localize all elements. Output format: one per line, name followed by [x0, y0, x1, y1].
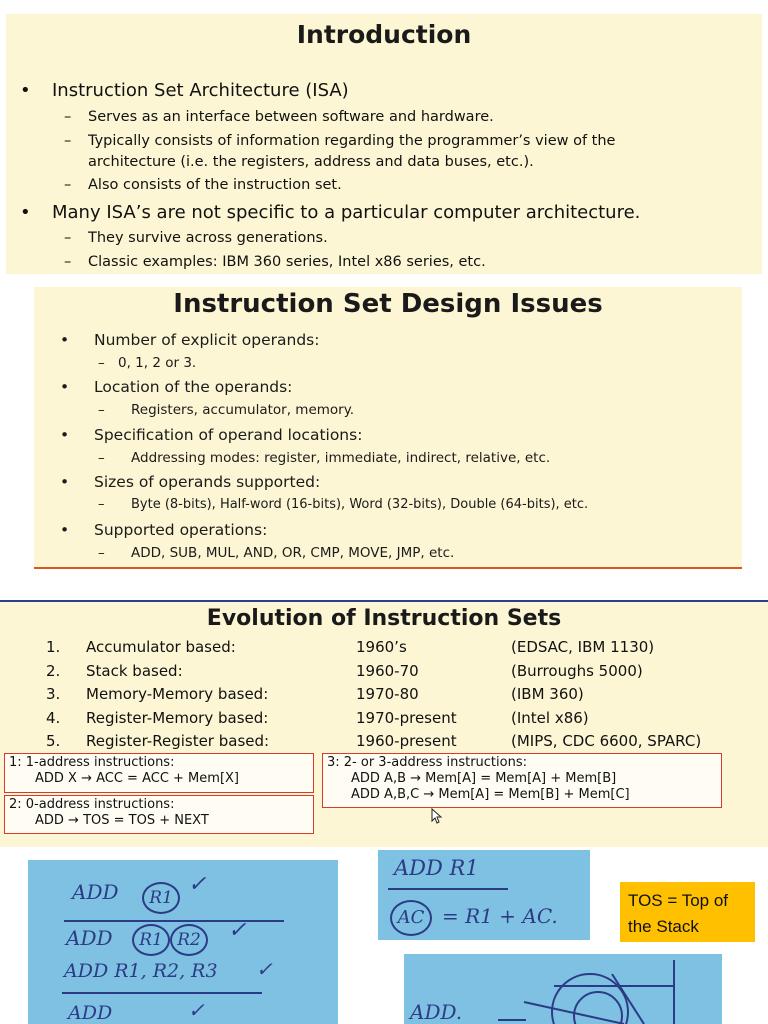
box-line: ADD A,B,C → Mem[A] = Mem[B] + Mem[C] [351, 787, 630, 802]
check-mark-icon: ✓ [228, 918, 247, 943]
sub-bullet-text: 0, 1, 2 or 3. [118, 355, 197, 371]
bullet-marker: • [60, 521, 70, 539]
bullet-marker: • [20, 80, 31, 101]
bullet-marker: • [60, 473, 70, 491]
box-line: ADD A,B → Mem[A] = Mem[A] + Mem[B] [351, 771, 617, 786]
row-example: (Intel x86) [511, 709, 589, 727]
handwritten-photo-middle-bottom [404, 954, 722, 1024]
slide-evolution [0, 600, 768, 847]
sub-bullet-text: Serves as an interface between software and hardware. [88, 109, 494, 125]
two-three-address-box [322, 753, 722, 808]
box-line: ADD X → ACC = ACC + Mem[X] [35, 771, 239, 786]
row-period: 1970-80 [356, 685, 419, 703]
handwritten-circled-text: R1 [142, 882, 180, 914]
box-title: 1: 1-address instructions: [9, 755, 175, 770]
slide-title: Instruction Set Design Issues [173, 289, 603, 319]
row-name: Memory-Memory based: [86, 685, 269, 703]
row-number: 4. [46, 709, 61, 727]
zero-address-box [4, 795, 314, 834]
handwritten-circled-text: R1 [132, 924, 170, 956]
box-line: ADD → TOS = TOS + NEXT [35, 813, 209, 828]
underline [62, 992, 262, 994]
row-name: Accumulator based: [86, 638, 236, 656]
handwritten-text: ADD. [410, 1000, 463, 1024]
row-number: 3. [46, 685, 61, 703]
handwritten-text: ADD [72, 880, 119, 904]
bullet-text: Sizes of operands supported: [94, 473, 321, 491]
row-name: Register-Register based: [86, 732, 270, 750]
bullet-marker: • [60, 426, 70, 444]
row-example: (IBM 360) [511, 685, 584, 703]
dash-marker: – [64, 109, 72, 125]
underline [388, 888, 508, 890]
sub-bullet-text: Registers, accumulator, memory. [131, 402, 355, 418]
bullet-text: Location of the operands: [94, 378, 293, 396]
dash-marker: – [98, 355, 105, 371]
sub-bullet-text: Also consists of the instruction set. [88, 177, 342, 193]
sub-bullet-text: They survive across generations. [88, 230, 328, 246]
dash-marker: – [98, 402, 105, 418]
bullet-marker: • [60, 331, 70, 349]
one-address-box [4, 753, 314, 793]
bullet-text: Instruction Set Architecture (ISA) [52, 80, 349, 101]
dash-marker: – [64, 230, 72, 246]
slide-title: Evolution of Instruction Sets [206, 606, 562, 631]
check-mark-icon: ✓ [188, 872, 207, 897]
handwritten-text: ADD [66, 926, 113, 950]
box-title: 2: 0-address instructions: [9, 797, 175, 812]
bullet-text: Number of explicit operands: [94, 331, 320, 349]
handwritten-scribble [494, 954, 722, 1024]
row-example: (EDSAC, IBM 1130) [511, 638, 655, 656]
row-period: 1960-70 [356, 662, 419, 680]
row-number: 5. [46, 732, 61, 750]
handwritten-text: ADD R1, R2, R3 [64, 960, 218, 982]
mouse-pointer-icon [431, 808, 443, 824]
row-name: Stack based: [86, 662, 183, 680]
row-number: 2. [46, 662, 61, 680]
handwritten-circled-text: R2 [170, 924, 208, 956]
dash-marker: – [64, 177, 72, 193]
row-number: 1. [46, 638, 61, 656]
bullet-text: Specification of operand locations: [94, 426, 363, 444]
handwritten-text: ADD [68, 1002, 113, 1024]
slide-title: Introduction [296, 20, 472, 49]
check-mark-icon: ✓ [188, 998, 205, 1022]
dash-marker: – [98, 450, 105, 466]
sub-bullet-text: ADD, SUB, MUL, AND, OR, CMP, MOVE, JMP, etc. [131, 545, 455, 561]
slide-design-issues [34, 287, 742, 569]
underline [64, 920, 284, 922]
row-example: (MIPS, CDC 6600, SPARC) [511, 732, 702, 750]
sub-bullet-text: Addressing modes: register, immediate, indirect, relative, etc. [131, 450, 551, 466]
dash-marker: – [64, 254, 72, 270]
row-period: 1960-present [356, 732, 457, 750]
handwritten-text: ADD R1 [394, 856, 479, 880]
check-mark-icon: ✓ [256, 957, 273, 981]
handwritten-photo-middle-top [378, 850, 590, 940]
tos-note: TOS = Top of the Stack [620, 882, 755, 942]
row-period: 1970-present [356, 709, 457, 727]
row-example: (Burroughs 5000) [511, 662, 643, 680]
handwritten-text: = R1 + AC. [442, 904, 558, 928]
box-title: 3: 2- or 3-address instructions: [327, 755, 527, 770]
handwritten-photo-left [28, 860, 338, 1024]
dash-marker: – [98, 545, 105, 561]
dash-marker: – [98, 497, 105, 512]
sub-bullet-text: Classic examples: IBM 360 series, Intel x86 series, etc. [88, 254, 486, 270]
bullet-marker: • [20, 202, 31, 223]
sub-bullet-text-cont: architecture (i.e. the registers, address and data buses, etc.). [88, 154, 534, 170]
handwritten-circled-text: AC [390, 900, 432, 936]
slide-introduction [6, 14, 762, 274]
bullet-text: Supported operations: [94, 521, 268, 539]
bullet-marker: • [60, 378, 70, 396]
bullet-text: Many ISA’s are not specific to a particular computer architecture. [52, 202, 641, 223]
sub-bullet-text: Typically consists of information regarding the programmer’s view of the [88, 133, 616, 149]
row-name: Register-Memory based: [86, 709, 269, 727]
dash-marker: – [64, 133, 72, 149]
sub-bullet-text: Byte (8-bits), Half-word (16-bits), Word (32-bits), Double (64-bits), etc. [131, 497, 589, 512]
row-period: 1960’s [356, 638, 407, 656]
